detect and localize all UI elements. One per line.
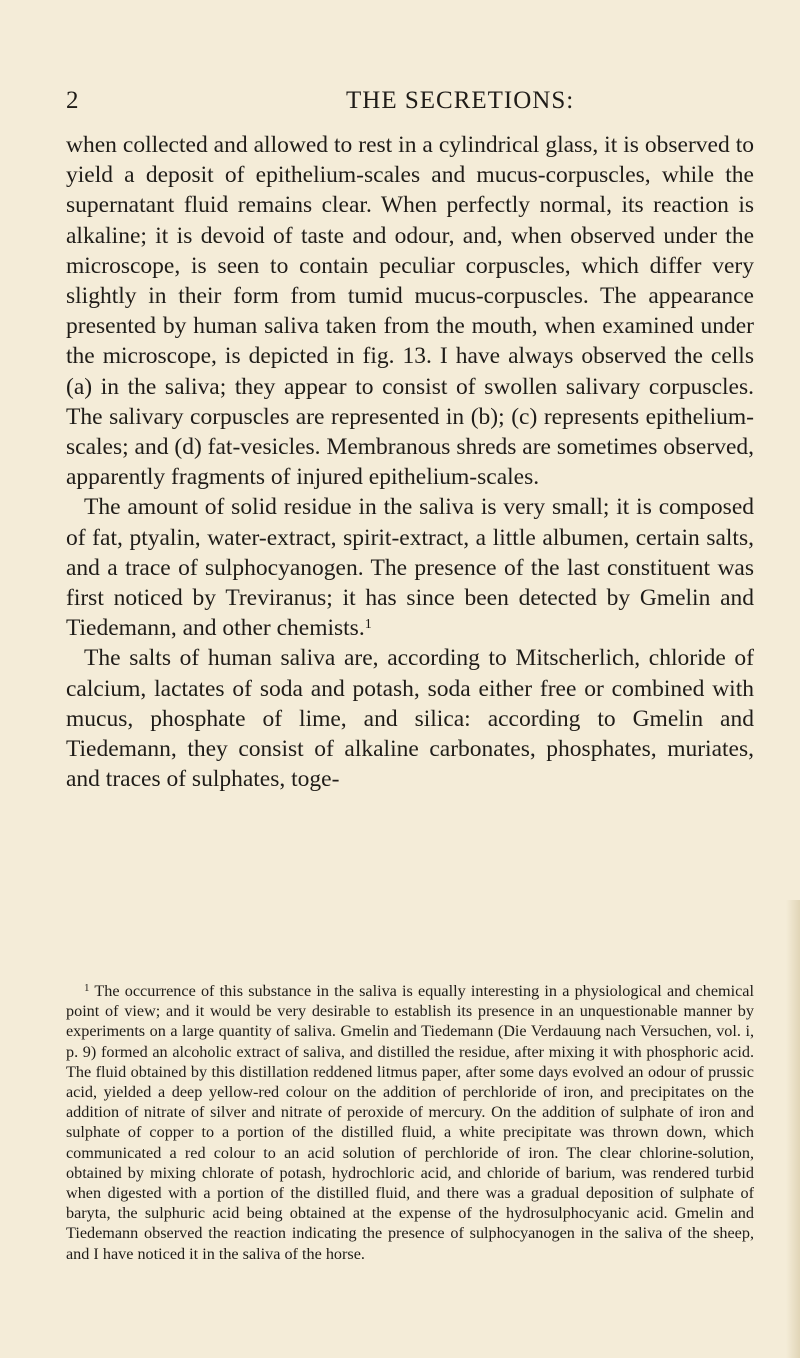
- footnote-marker: 1: [84, 982, 90, 994]
- page-edge-shadow: [786, 900, 800, 1358]
- page-number: 2: [66, 87, 79, 114]
- paragraph-2: [66, 492, 754, 643]
- paragraph-1: when collected and allowed to rest in a cylindrical glass, it is observed to yield a deposit of epithelium-scales and mucus-corpuscles, while the supernatant fluid remains clear. When perfectly normal, its reaction is alkaline; it is devoid of taste and odour, and, when observed under the microscope, is seen to contain peculiar corpuscles, which differ very slightly in their form from tumid mucus-corpuscles. The appearance presented by human saliva taken from the mouth, when examined under the microscope, is depicted in fig. 13. I have always observed the cells (a) in the saliva; they appear to consist of swollen salivary corpuscles. The salivary corpuscles are represented in (b); (c) represents epithelium-scales; and (d) fat-vesicles. Membranous shreds are sometimes observed, apparently fragments of injured epithelium-scales.: [66, 132, 754, 491]
- body-text: [66, 130, 754, 794]
- footnote-text: The occurrence of this substance in the saliva is equally interesting in a physiological and chemical point of view; and it would be very desirable to establish its presence in an unquestionable manner by experiments on a large quantity of saliva. Gmelin and Tiedemann (Die Verdauung nach Versuchen, vol. i, p. 9) formed an alcoholic extract of saliva, and distilled the residue, after mixing it with phosphoric acid. The fluid obtained by this distillation reddened litmus paper, after some days evolved an odour of prussic acid, yielded a deep yellow-red colour on the addition of perchloride of iron, and precipitates on the addition of nitrate of silver and nitrate of peroxide of mercury. On the addition of sulphate of iron and sulphate of copper to a portion of the distilled fluid, a white precipitate was thrown down, which communicated a red colour to an acid solution of perchloride of iron. The clear chlorine-solution, obtained by mixing chlorate of potash, hydrochloric acid, and chloride of barium, was rendered turbid when digested with a portion of the distilled fluid, and there was a gradual deposition of sulphate of baryta, the sulphuric acid being obtained at the expense of the hydrosulphocyanic acid. Gmelin and Tiedemann observed the reaction indicating the presence of sulphocyanogen in the saliva of the sheep, and I have noticed it in the saliva of the horse.: [66, 982, 754, 1263]
- paragraph-3: The salts of human saliva are, according to Mitscherlich, chloride of calcium, lactates of soda and potash, soda either free or combined with mucus, phosphate of lime, and silica: according to Gmelin and Tiedemann, they consist of alkaline carbonates, phosphates, muriates, and traces of sulphates, toge-: [66, 645, 754, 793]
- footnote-reference: 1: [364, 617, 372, 633]
- running-head: [66, 87, 766, 119]
- footnote: [66, 981, 754, 1264]
- paragraph-2-text: The amount of solid residue in the saliva is very small; it is composed of fat, ptyalin, water-extract, spirit-extract, a little albumen, certain salts, and a trace of sulphocyanogen. The presence of the last constituent was first noticed by Treviranus; it has since been detected by Gmelin and Tiedemann, and other chemists.: [66, 494, 754, 642]
- running-title: THE SECRETIONS:: [346, 87, 575, 114]
